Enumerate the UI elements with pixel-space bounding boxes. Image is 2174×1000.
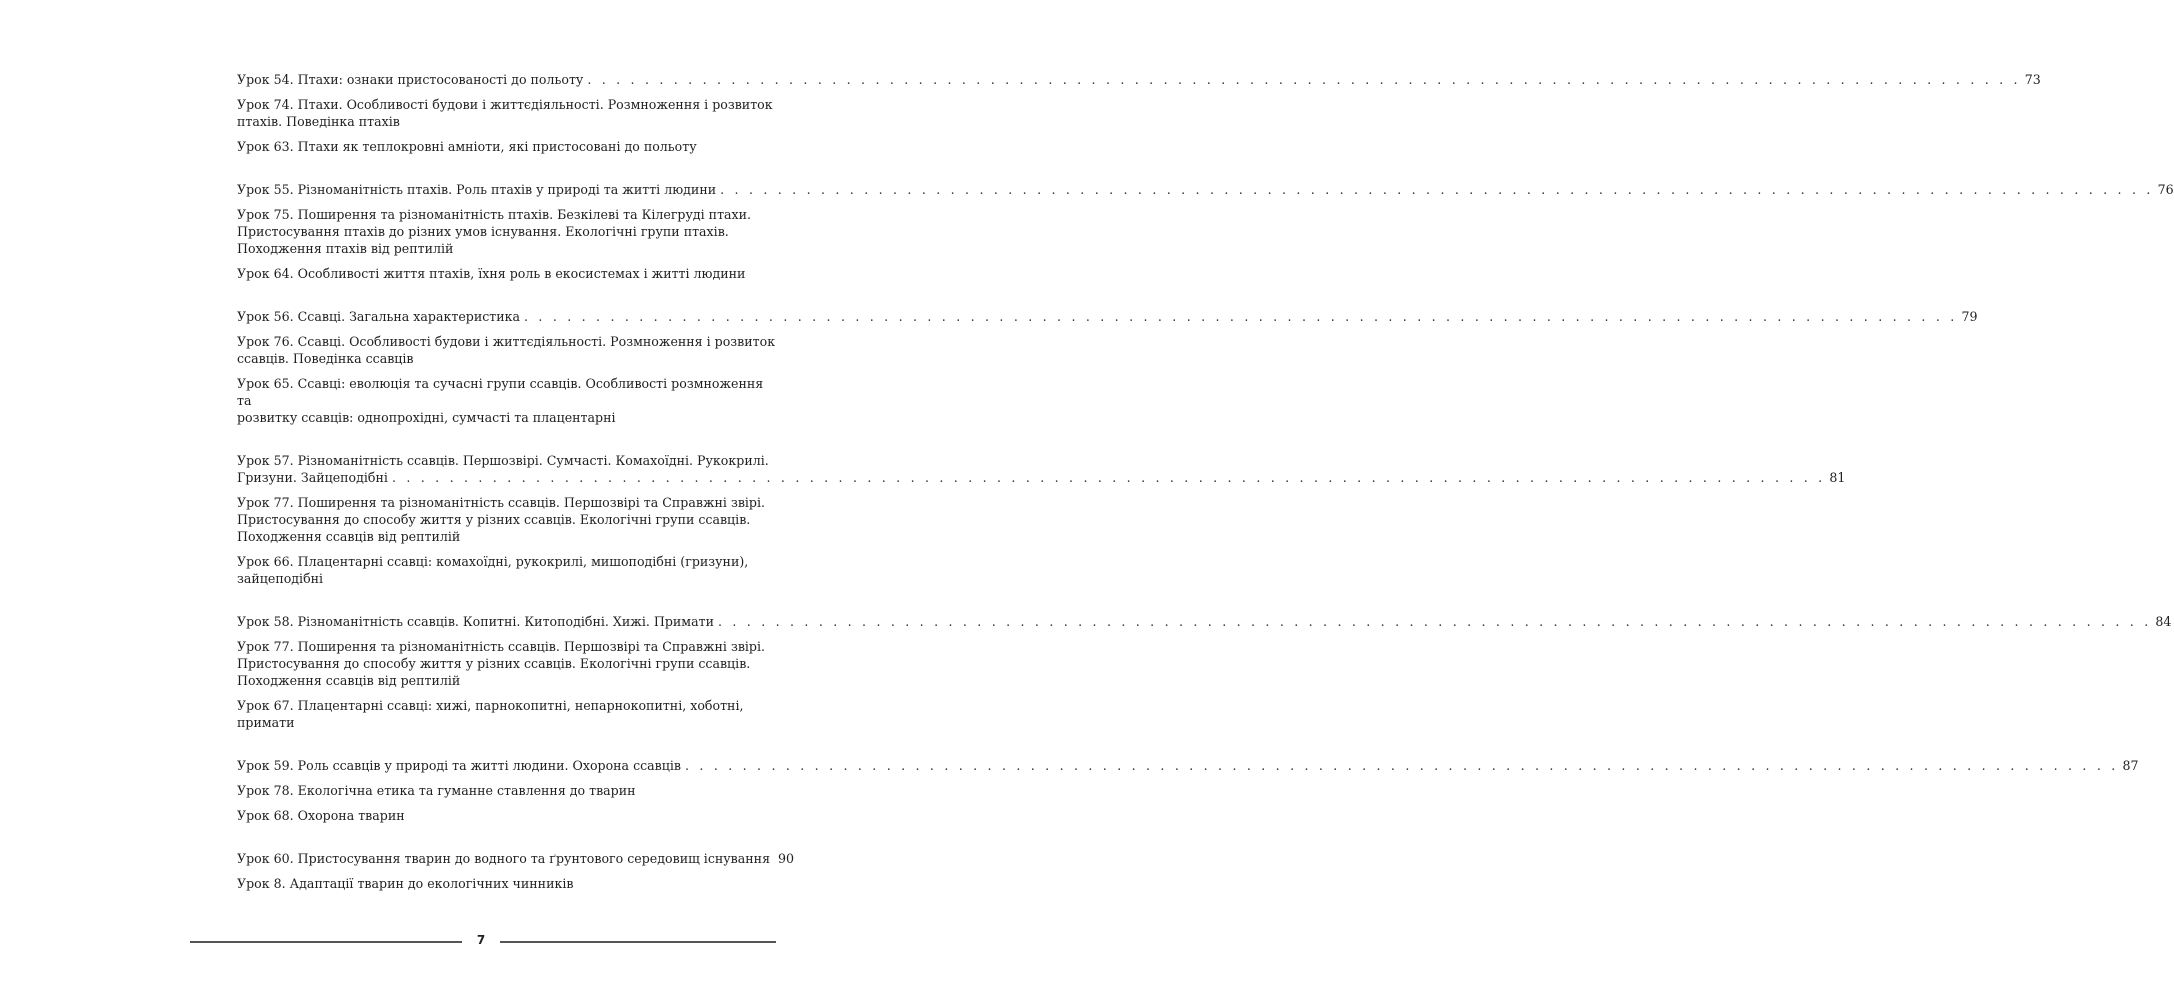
toc-entry-title: Урок 55. Різноманітність птахів. Роль птахів у природі та житті людини <box>237 182 717 197</box>
toc-entry-title: Урок 56. Ссавці. Загальна характеристика <box>237 309 521 324</box>
toc-sub-entry <box>237 333 777 367</box>
toc-sub-entry <box>237 265 777 282</box>
toc-entry-line: Урок 63. Птахи як теплокровні амніоти, які пристосовані до польоту <box>237 139 697 154</box>
dot-leader <box>720 181 2153 198</box>
toc-main-entry[interactable] <box>237 850 795 867</box>
toc-entry-line: примати <box>237 715 295 730</box>
toc-entry-title: Гризуни. Зайцеподібні <box>237 470 388 485</box>
toc-entry-line: Урок 78. Екологічна етика та гуманне ставлення до тварин <box>237 783 636 798</box>
toc-entry-line: Урок 65. Ссавці: еволюція та сучасні групи ссавців. Особливості розмноження та <box>237 376 764 408</box>
toc-page-number: 84 <box>2155 614 2172 629</box>
toc-entry-line: Походження ссавців від рептилій <box>237 673 461 688</box>
toc-entry-line <box>237 181 2174 198</box>
toc-entry-line <box>237 757 2139 774</box>
toc-sub-entry <box>237 553 777 587</box>
toc-sub-entry <box>237 375 777 426</box>
toc-entry-line: птахів. Поведінка птахів <box>237 114 400 129</box>
toc-page-number: 87 <box>2122 758 2139 773</box>
toc-entry-line: Урок 77. Поширення та різноманітність ссавців. Першозвірі та Справжні звірі. <box>237 639 766 654</box>
toc-entry-line: Урок 67. Плацентарні ссавці: хижі, парнокопитні, непарнокопитні, хоботні, <box>237 698 744 713</box>
toc-entry-title: Урок 59. Роль ссавців у природі та житті людини. Охорона ссавців <box>237 758 681 773</box>
toc-entry-line: Пристосування до способу життя у різних ссавців. Екологічні групи ссавців. <box>237 656 751 671</box>
toc-page-number: 90 <box>778 851 795 866</box>
toc-group <box>237 71 2041 155</box>
toc-entry-line: Урок 64. Особливості життя птахів, їхня роль в екосистемах і житті людини <box>237 266 746 281</box>
toc-sub-entry <box>237 875 777 892</box>
table-of-contents <box>237 71 2174 918</box>
toc-group <box>237 613 2172 731</box>
toc-entry-line: Пристосування до способу життя у різних ссавців. Екологічні групи ссавців. <box>237 512 751 527</box>
toc-entry-line: Урок 77. Поширення та різноманітність ссавців. Першозвірі та Справжні звірі. <box>237 495 766 510</box>
toc-entry-line: Урок 68. Охорона тварин <box>237 808 405 823</box>
toc-main-entry[interactable] <box>237 757 2139 774</box>
dot-leader <box>524 308 1957 325</box>
toc-group <box>237 181 2174 282</box>
toc-entry-line: Урок 57. Різноманітність ссавців. Першозвірі. Сумчасті. Комахоїдні. Рукокрилі. <box>237 453 769 468</box>
toc-sub-entry <box>237 96 777 130</box>
toc-entry-line: Пристосування птахів до різних умов існування. Екологічні групи птахів. <box>237 224 729 239</box>
toc-entry-line: Походження птахів від рептилій <box>237 241 454 256</box>
toc-entry-line: Урок 76. Ссавці. Особливості будови і життєдіяльності. Розмноження і розвиток <box>237 334 776 349</box>
dot-leader <box>685 757 2118 774</box>
toc-page-number: 76 <box>2157 182 2174 197</box>
toc-sub-entry <box>237 697 777 731</box>
toc-entry-line <box>237 469 1846 486</box>
toc-page-number: 81 <box>1829 470 1846 485</box>
toc-main-entry[interactable] <box>237 71 2041 88</box>
toc-page-number: 73 <box>2024 72 2041 87</box>
dot-leader <box>587 71 2020 88</box>
toc-group <box>237 757 2139 824</box>
toc-main-entry[interactable] <box>237 181 2174 198</box>
toc-group <box>237 308 1978 426</box>
toc-sub-entry <box>237 638 777 689</box>
toc-sub-entry <box>237 138 777 155</box>
toc-entry-line <box>237 613 2172 630</box>
toc-sub-entry <box>237 494 777 545</box>
toc-group <box>237 452 1846 587</box>
toc-entry-line: Урок 74. Птахи. Особливості будови і життєдіяльності. Розмноження і розвиток <box>237 97 773 112</box>
toc-entry-line: ссавців. Поведінка ссавців <box>237 351 414 366</box>
toc-main-entry[interactable] <box>237 452 1846 486</box>
toc-entry-line: Урок 75. Поширення та різноманітність птахів. Безкілеві та Кілегруді птахи. <box>237 207 752 222</box>
toc-entry-line: Урок 8. Адаптації тварин до екологічних чинників <box>237 876 574 891</box>
toc-entry-line <box>237 308 1978 325</box>
toc-sub-entry <box>237 807 777 824</box>
toc-sub-entry <box>237 782 777 799</box>
toc-entry-title: Урок 60. Пристосування тварин до водного та ґрунтового середовищ існування <box>237 851 771 866</box>
page-footer <box>190 932 776 952</box>
toc-entry-line: розвитку ссавців: однопрохідні, сумчасті та плацентарні <box>237 410 616 425</box>
toc-entry-line <box>237 850 795 867</box>
toc-entry-line <box>237 71 2041 88</box>
toc-entry-title: Урок 54. Птахи: ознаки пристосованості до польоту <box>237 72 584 87</box>
toc-entry-line: зайцеподібні <box>237 571 324 586</box>
footer-rule-right <box>500 941 776 943</box>
dot-leader <box>392 469 1825 486</box>
footer-rule-left <box>190 941 462 943</box>
toc-main-entry[interactable] <box>237 308 1978 325</box>
toc-entry-line: Походження ссавців від рептилій <box>237 529 461 544</box>
toc-entry-title: Урок 58. Різноманітність ссавців. Копитні. Китоподібні. Хижі. Примати <box>237 614 714 629</box>
page-number: 7 <box>476 933 486 947</box>
toc-main-entry[interactable] <box>237 613 2172 630</box>
dot-leader <box>718 613 2151 630</box>
toc-entry-line: Урок 66. Плацентарні ссавці: комахоїдні, рукокрилі, мишоподібні (гризуни), <box>237 554 749 569</box>
toc-group <box>237 850 795 892</box>
toc-sub-entry <box>237 206 777 257</box>
toc-page-number: 79 <box>1961 309 1978 324</box>
